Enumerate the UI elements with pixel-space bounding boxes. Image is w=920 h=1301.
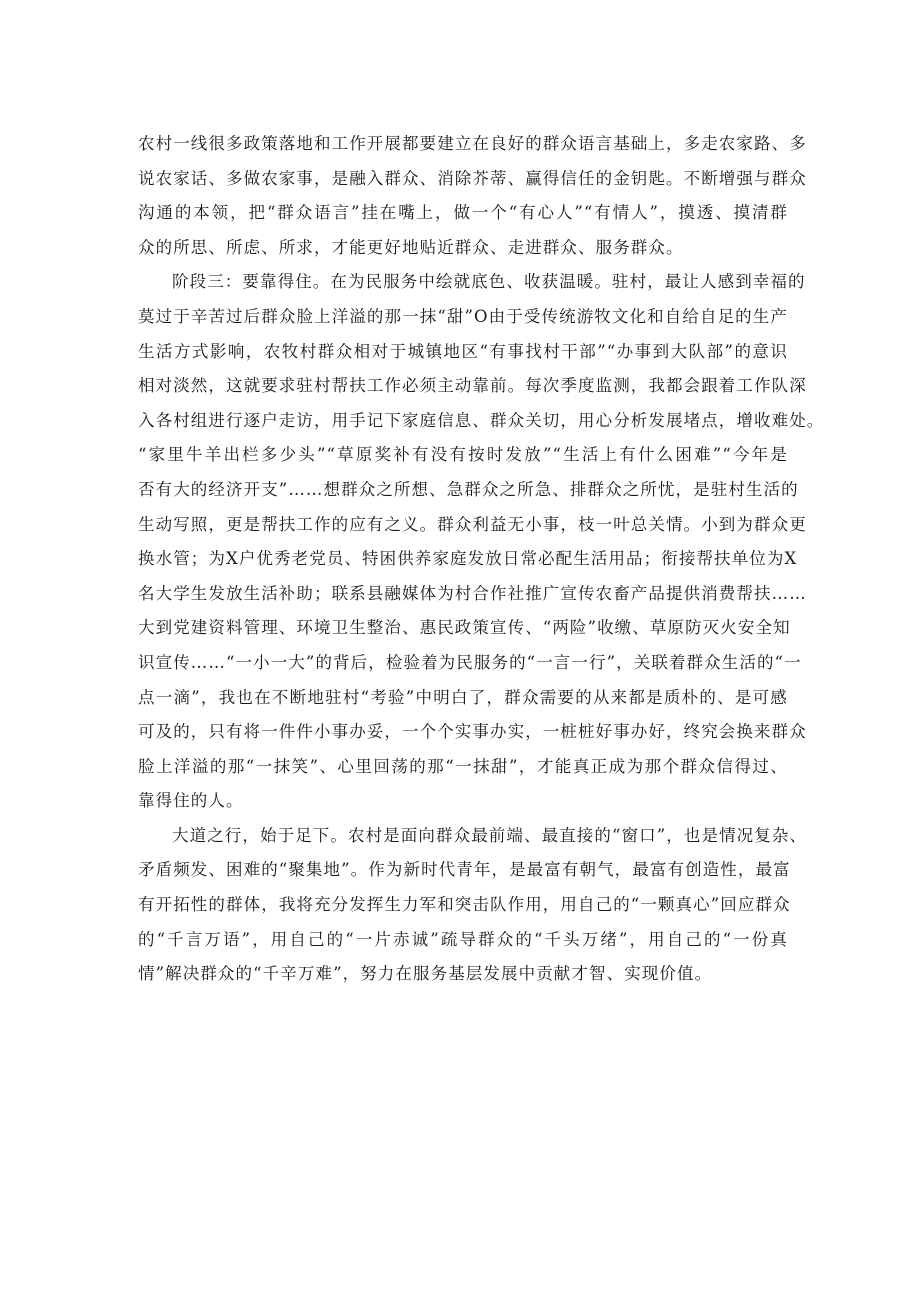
- text-line: 农村一线很多政策落地和工作开展都要建立在良好的群众语言基础上，多走农家路、多: [138, 134, 807, 153]
- text-line: 靠得住的人。: [138, 791, 244, 811]
- text-line: 可及的，只有将一件件小事办妥，一个个实事办实，一桩桩好事办好，终究会换来群众: [138, 722, 807, 742]
- text-line: 有开拓性的群体，我将充分发挥生力军和突击队作用，用自己的“一颗真心”回应群众: [138, 895, 791, 915]
- text-line: 莫过于辛苦过后群众脸上洋溢的那一抹“甜”O由于受传统游牧文化和自给自足的生产: [138, 306, 788, 326]
- text-line: “家里牛羊出栏多少头”“草原奖补有没有按时发放”“生活上有什么困难”“今年是: [138, 445, 788, 465]
- text-line: 说农家话、多做农家事，是融入群众、消除芥蒂、赢得信任的金钥匙。不断增强与群众: [138, 168, 807, 188]
- text-line: 点一滴”，我也在不断地驻村“考验”中明白了，群众需要的从来都是质朴的、是可感: [138, 687, 788, 707]
- text-line: 脸上洋溢的那“一抹笑”、心里回荡的那“一抹甜”，才能真正成为那个群众信得过、: [138, 756, 788, 776]
- text-line: 相对淡然，这就要求驻村帮扶工作必须主动靠前。每次季度监测，我都会跟着工作队深: [138, 376, 807, 396]
- text-line: 名大学生发放生活补助；联系县融媒体为村合作社推广宣传农畜产品提供消费帮扶……: [138, 583, 807, 603]
- text-line: 大到党建资料管理、环境卫生整治、惠民政策宣传、“两险”收缴、草原防灭火安全知: [138, 618, 791, 638]
- text-line: 入各村组进行逐户走访，用手记下家庭信息、群众关切，用心分析发展堵点，增收难处。: [138, 410, 825, 430]
- paragraph-3: [138, 819, 808, 992]
- text-line: 大道之行，始于足下。农村是面向群众最前端、最直接的“窗口”，也是情况复杂、: [172, 825, 808, 845]
- text-line: 生活方式影响，农牧村群众相对于城镇地区“有事找村干部”“办事到大队部”的意识: [138, 341, 788, 361]
- text-line: 众的所思、所虑、所求，才能更好地贴近群众、走进群众、服务群众。: [138, 237, 684, 257]
- text-line: 否有大的经济开支”……想群众之所想、急群众之所急、排群众之所忧，是驻村生活的: [138, 479, 799, 499]
- paragraph-2: [138, 265, 825, 819]
- text-line: 换水管；为X户优秀老党员、特困供养家庭发放日常必配生活用品；衔接帮扶单位为X: [138, 549, 798, 569]
- text-line: 生动写照，更是帮扶工作的应有之义。群众利益无小事，枝一叶总关情。小到为群众更: [138, 514, 807, 534]
- text-line: 情”解决群众的“千辛万难”，努力在服务基层发展中贡献才智、实现价值。: [138, 964, 713, 984]
- text-line: 的“千言万语”，用自己的“一片赤诚”疏导群众的“千头万绪”，用自己的“一份真: [138, 929, 788, 949]
- text-line: 识宣传……“一小一大”的背后，检验着为民服务的“一言一行”，关联着群众生活的“一: [138, 652, 802, 672]
- document-body: [138, 127, 825, 992]
- text-line: 沟通的本领，把“群众语言”挂在嘴上，做一个“有心人”“有情人”，摸透、摸清群: [138, 203, 788, 223]
- paragraph-1: [138, 127, 807, 265]
- text-line: 阶段三：要靠得住。在为民服务中绘就底色、收获温暖。驻村，最让人感到幸福的: [172, 272, 806, 292]
- text-line: 矛盾频发、困难的“聚集地”。作为新时代青年，是最富有朝气，最富有创造性，最富: [138, 860, 791, 880]
